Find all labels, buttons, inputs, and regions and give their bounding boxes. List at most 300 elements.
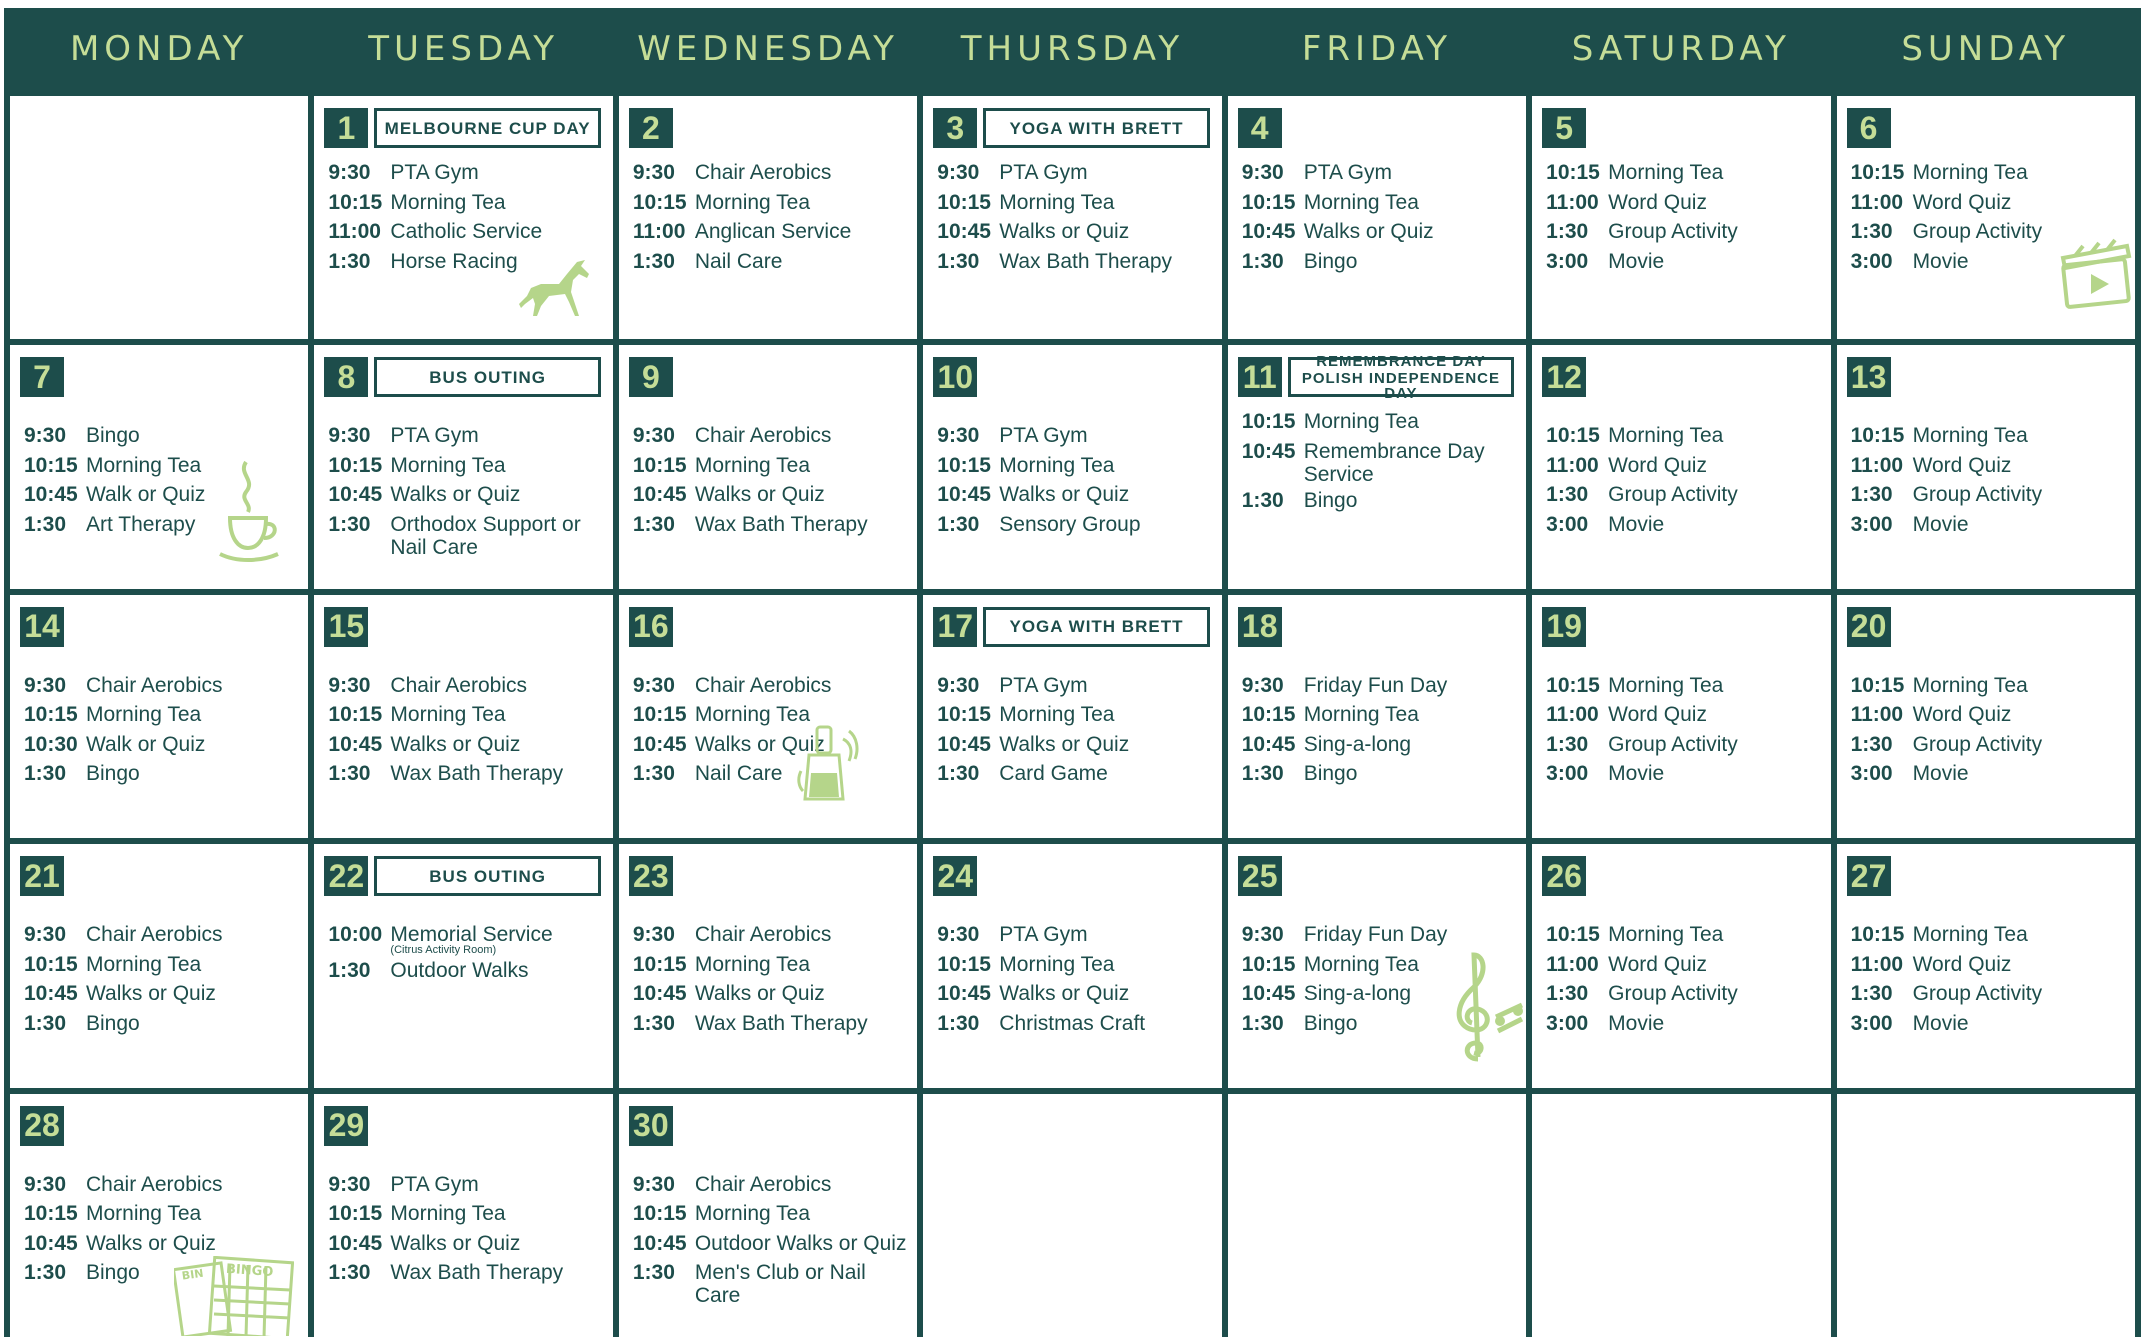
event-time: 3:00 [1546, 512, 1589, 536]
event-time: 1:30 [937, 1011, 980, 1035]
event-list [328, 920, 606, 986]
event-name [1608, 920, 1824, 950]
event-time: 10:15 [1241, 410, 1296, 434]
day-cell [1532, 844, 1830, 1087]
event-name-text: Morning Tea [694, 952, 811, 976]
event-item [937, 1009, 1215, 1039]
event-item [1242, 700, 1520, 730]
event-item [24, 1170, 302, 1200]
event-item [328, 451, 606, 481]
event-name-text: PTA Gym [390, 161, 479, 184]
event-time: 10:15 [328, 703, 383, 727]
event-name [1304, 407, 1520, 437]
event-name-text: PTA Gym [999, 923, 1088, 947]
event-item [1242, 188, 1520, 218]
day-number: 7 [20, 357, 64, 397]
event-item [1851, 421, 2129, 451]
day-number: 20 [1847, 607, 1891, 647]
event-list [328, 1170, 606, 1288]
event-item [1851, 480, 2129, 510]
event-time: 11:00 [1546, 703, 1599, 727]
event-item [1851, 510, 2129, 540]
event-item [1546, 480, 1824, 510]
event-item [1242, 437, 1520, 486]
event-item [1546, 671, 1824, 701]
event-time: 10:15 [328, 190, 383, 214]
event-item [1851, 979, 2129, 1009]
event-item [937, 217, 1215, 247]
event-name [1913, 671, 2129, 701]
event-name-text: Wax Bath Therapy [390, 762, 564, 786]
day-number: 6 [1847, 108, 1891, 148]
event-list [1546, 920, 1824, 1038]
event-item [1242, 671, 1520, 701]
treble-clef-icon [1444, 947, 1524, 1072]
event-time: 1:30 [937, 249, 980, 273]
day-cell [314, 595, 612, 838]
day-header-row [1542, 108, 1818, 148]
event-item [24, 920, 302, 950]
event-item [633, 1229, 911, 1259]
day-number: 29 [324, 1106, 368, 1146]
event-name [695, 950, 911, 980]
event-time: 1:30 [632, 512, 675, 536]
calendar-grid [4, 8, 2141, 1337]
event-time: 1:30 [1546, 483, 1589, 507]
event-item [633, 979, 911, 1009]
event-name [999, 451, 1215, 481]
event-name-text: Walks or Quiz [390, 732, 521, 756]
event-list [328, 671, 606, 789]
event-name-text: Morning Tea [86, 453, 202, 477]
event-name-text: Morning Tea [999, 453, 1115, 477]
event-name-text: Chair Aerobics [86, 923, 223, 947]
event-name-text: Morning Tea [1608, 424, 1724, 448]
day-number: 28 [20, 1106, 64, 1146]
event-time: 11:00 [1546, 453, 1599, 477]
day-number: 30 [629, 1106, 673, 1146]
event-item [328, 1199, 606, 1229]
event-name [1304, 920, 1520, 950]
event-item [1546, 217, 1824, 247]
event-name-text: Card Game [999, 762, 1108, 786]
day-header-row [324, 856, 600, 896]
event-name-text: Movie [1912, 762, 1969, 786]
event-time: 10:45 [328, 732, 383, 756]
event-time: 10:45 [24, 1231, 78, 1255]
event-name [390, 700, 606, 730]
event-name [1608, 421, 1824, 451]
day-number: 22 [324, 856, 368, 896]
event-time: 1:30 [24, 762, 67, 786]
event-item [24, 759, 302, 789]
day-number: 3 [933, 108, 977, 148]
event-name-text: Morning Tea [694, 453, 811, 477]
event-name [1913, 700, 2129, 730]
event-name-text: Wax Bath Therapy [390, 1261, 564, 1285]
event-item [1242, 920, 1520, 950]
event-name [390, 759, 606, 789]
day-number: 19 [1542, 607, 1586, 647]
day-header-row [933, 856, 1209, 896]
event-item [633, 1258, 911, 1307]
event-item [24, 1229, 302, 1259]
event-name-text: Group Activity [1608, 732, 1738, 756]
event-name [999, 188, 1215, 218]
event-name-text: PTA Gym [999, 161, 1088, 184]
event-time: 10:45 [632, 732, 687, 756]
event-time: 9:30 [24, 424, 67, 448]
day-header-row [324, 108, 600, 148]
event-name [999, 979, 1215, 1009]
event-name-text: Bingo [86, 424, 140, 448]
event-name [695, 1258, 911, 1307]
event-name [695, 671, 911, 701]
event-list [1546, 671, 1824, 789]
event-name [695, 510, 911, 540]
event-name [1304, 700, 1520, 730]
event-time: 10:45 [24, 982, 78, 1006]
event-banner [374, 856, 600, 896]
day-header-row [629, 108, 905, 148]
day-header-row [629, 607, 905, 647]
event-name [1608, 188, 1824, 218]
event-banner [1288, 352, 1514, 402]
event-name [390, 1258, 606, 1288]
event-name [999, 920, 1215, 950]
event-item [633, 700, 911, 730]
day-cell [1532, 96, 1830, 339]
event-name [86, 730, 302, 760]
day-number: 14 [20, 607, 64, 647]
event-item [328, 510, 606, 559]
event-item [24, 730, 302, 760]
event-item [24, 950, 302, 980]
event-name [1608, 979, 1824, 1009]
event-name-text: Word Quiz [1608, 952, 1707, 976]
event-name-text: Word Quiz [1912, 453, 2012, 477]
empty-day-cell [1532, 1094, 1830, 1337]
event-item [328, 480, 606, 510]
event-name-text: Word Quiz [1608, 703, 1707, 727]
event-name [86, 1170, 302, 1200]
day-number: 8 [324, 357, 368, 397]
event-item [633, 950, 911, 980]
event-item [1546, 950, 1824, 980]
event-item [328, 158, 606, 188]
event-item [328, 700, 606, 730]
event-item [1242, 407, 1520, 437]
event-name [695, 158, 911, 188]
event-item [937, 510, 1215, 540]
event-item [24, 671, 302, 701]
day-cell [1837, 844, 2135, 1087]
event-time: 10:15 [1850, 923, 1905, 947]
event-name-text: Morning Tea [1303, 952, 1419, 976]
event-name-text: Morning Tea [390, 190, 506, 214]
day-cell [1228, 345, 1526, 588]
event-item [937, 920, 1215, 950]
event-time: 9:30 [24, 1172, 67, 1196]
event-name-text: Morning Tea [1608, 923, 1724, 947]
event-name [695, 480, 911, 510]
event-time: 9:30 [937, 673, 980, 697]
day-header-row [1847, 856, 2123, 896]
day-header-row [629, 856, 905, 896]
event-name-text: Walks or Quiz [1303, 220, 1434, 243]
event-name-text: Christmas Craft [999, 1011, 1146, 1035]
event-item [1546, 979, 1824, 1009]
day-header-row [324, 607, 600, 647]
event-time: 11:00 [1850, 703, 1904, 727]
day-number: 17 [933, 607, 977, 647]
event-time: 11:00 [1546, 952, 1599, 976]
day-cell [1228, 844, 1526, 1087]
event-name [86, 979, 302, 1009]
event-item [1546, 1009, 1824, 1039]
event-name [1913, 158, 2129, 188]
event-name-text: Remembrance Day Service [1303, 439, 1485, 486]
event-time: 10:00 [328, 923, 383, 947]
event-list [937, 920, 1215, 1038]
day-cell [923, 345, 1221, 588]
event-time: 9:30 [328, 673, 371, 697]
event-item [633, 421, 911, 451]
event-item [328, 1170, 606, 1200]
event-name [1913, 451, 2129, 481]
day-number: 24 [933, 856, 977, 896]
event-item [328, 956, 606, 986]
event-name-text: Orthodox Support or Nail Care [390, 512, 581, 559]
event-name-text: Morning Tea [694, 703, 811, 727]
day-number: 5 [1542, 108, 1586, 148]
event-time: 1:30 [1241, 488, 1284, 512]
event-name-text: Group Activity [1608, 982, 1738, 1006]
event-name-text: Bingo [86, 762, 140, 786]
event-name-text: Wax Bath Therapy [694, 1011, 868, 1035]
event-name [86, 950, 302, 980]
event-time: 1:30 [1850, 220, 1893, 243]
day-cell [923, 96, 1221, 339]
day-header-row [324, 1106, 600, 1146]
event-time: 1:30 [328, 512, 371, 536]
event-time: 9:30 [1241, 161, 1284, 184]
day-header-row [1238, 352, 1514, 402]
day-number: 2 [629, 108, 673, 148]
event-name-text: Nail Care [694, 249, 783, 273]
event-name-text: Group Activity [1912, 732, 2043, 756]
event-name [1913, 510, 2129, 540]
event-time: 10:45 [937, 483, 991, 507]
event-name [1913, 421, 2129, 451]
event-name-text: Morning Tea [1912, 161, 2028, 184]
event-item [1851, 158, 2129, 188]
event-time: 10:15 [328, 1202, 383, 1226]
event-item [1242, 486, 1520, 516]
day-number: 25 [1238, 856, 1282, 896]
event-time: 10:15 [1850, 673, 1905, 697]
day-header-row [1238, 607, 1514, 647]
event-list [937, 421, 1215, 539]
event-name-text: Bingo [1303, 762, 1358, 786]
day-cell [619, 1094, 917, 1337]
event-name [390, 1199, 606, 1229]
event-time: 10:45 [1241, 439, 1296, 463]
event-item [937, 188, 1215, 218]
event-name [999, 480, 1215, 510]
event-name-text: Walks or Quiz [390, 483, 521, 507]
event-item [937, 451, 1215, 481]
event-banner-text: YOGA WITH BRETT [1009, 617, 1184, 637]
event-name-text: Chair Aerobics [390, 673, 527, 697]
event-time: 9:30 [328, 161, 371, 184]
event-list [24, 671, 302, 789]
event-name [1304, 188, 1520, 218]
event-time: 9:30 [632, 424, 675, 448]
event-name-text: Bingo [1303, 1011, 1358, 1035]
event-name [390, 217, 606, 247]
event-item [1851, 451, 2129, 481]
event-name [695, 217, 911, 247]
event-name-text: Walks or Quiz [694, 483, 825, 507]
event-time: 9:30 [24, 923, 67, 947]
event-item [937, 759, 1215, 789]
event-name [1608, 510, 1824, 540]
day-number: 12 [1542, 357, 1586, 397]
event-time: 10:15 [1241, 190, 1296, 214]
event-time: 10:15 [632, 453, 687, 477]
event-time: 1:30 [328, 249, 371, 273]
event-name-text: Morning Tea [694, 190, 811, 214]
event-name-text: Wax Bath Therapy [694, 512, 868, 536]
event-name-text: PTA Gym [390, 424, 479, 448]
event-time: 1:30 [1850, 982, 1893, 1006]
event-name [1913, 979, 2129, 1009]
day-header-row [1847, 108, 2123, 148]
event-item [24, 979, 302, 1009]
event-item [633, 1199, 911, 1229]
event-banner-text: BUS OUTING [429, 367, 546, 387]
event-name-text: Movie [1608, 512, 1665, 536]
event-name [86, 1199, 302, 1229]
event-name [390, 451, 606, 481]
event-item [633, 759, 911, 789]
event-name-text: Morning Tea [86, 952, 202, 976]
event-item [633, 451, 911, 481]
day-header-row [20, 357, 296, 397]
event-name-text: Walks or Quiz [694, 982, 825, 1006]
event-name [1913, 480, 2129, 510]
event-name [390, 421, 606, 451]
event-item [328, 1229, 606, 1259]
event-time: 1:30 [24, 1011, 67, 1035]
event-name [695, 1170, 911, 1200]
event-item [633, 188, 911, 218]
event-name [695, 1009, 911, 1039]
event-time: 10:15 [24, 703, 78, 727]
event-name-text: Walks or Quiz [390, 1231, 521, 1255]
event-time: 10:30 [24, 732, 78, 756]
event-item [328, 421, 606, 451]
event-time: 9:30 [24, 673, 67, 697]
event-time: 1:30 [937, 762, 980, 786]
bingo-card-right-label: BINGO [225, 1261, 275, 1281]
event-time: 10:15 [1850, 424, 1905, 448]
event-name-text: Movie [1608, 762, 1665, 786]
event-name-text: Friday Fun Day [1303, 673, 1448, 697]
day-header: SUNDAY [1901, 29, 2071, 69]
event-time: 9:30 [328, 424, 371, 448]
event-time: 3:00 [1850, 249, 1893, 273]
event-name-text: Men's Club or Nail Care [694, 1261, 866, 1308]
event-time: 1:30 [632, 1261, 675, 1285]
event-item [1242, 217, 1520, 247]
event-name [86, 421, 302, 451]
day-header-row [629, 1106, 905, 1146]
event-name-text: Morning Tea [1912, 923, 2028, 947]
day-header-row [20, 1106, 296, 1146]
event-name-text: Wax Bath Therapy [999, 249, 1173, 273]
event-name [390, 920, 606, 956]
event-time: 3:00 [1546, 762, 1589, 786]
event-time: 3:00 [1850, 1011, 1893, 1035]
event-name-text: Morning Tea [999, 190, 1115, 214]
event-list [1851, 421, 2129, 539]
day-header-row [1542, 357, 1818, 397]
event-time: 1:30 [1850, 483, 1893, 507]
event-name-text: Bingo [1303, 488, 1358, 512]
day-cell [314, 345, 612, 588]
event-name [86, 1229, 302, 1259]
event-name [999, 759, 1215, 789]
event-name-text: Morning Tea [1608, 161, 1724, 184]
event-name [1913, 730, 2129, 760]
day-number: 15 [324, 607, 368, 647]
day-number: 26 [1542, 856, 1586, 896]
event-item [1546, 510, 1824, 540]
event-item [633, 1170, 911, 1200]
empty-day-cell [923, 1094, 1221, 1337]
event-item [937, 700, 1215, 730]
event-time: 10:45 [328, 1231, 383, 1255]
event-time: 10:45 [632, 982, 687, 1006]
event-time: 10:15 [1546, 673, 1600, 697]
event-name-text: Walk or Quiz [86, 483, 206, 507]
event-list [1851, 671, 2129, 789]
event-time: 10:15 [937, 453, 991, 477]
event-banner [983, 108, 1209, 148]
event-time: 10:15 [24, 1202, 78, 1226]
event-time: 10:15 [328, 453, 383, 477]
event-name-text: Art Therapy [86, 512, 196, 536]
event-name-text: Walks or Quiz [999, 732, 1130, 756]
event-time: 10:15 [632, 703, 687, 727]
empty-day-cell [1837, 1094, 2135, 1337]
day-cell [619, 96, 917, 339]
event-name-text: Bingo [1303, 249, 1358, 273]
event-time: 10:15 [1546, 161, 1600, 184]
event-name [1608, 451, 1824, 481]
event-name [1913, 188, 2129, 218]
event-time: 9:30 [937, 161, 980, 184]
event-name [1304, 247, 1520, 277]
day-cell [1532, 595, 1830, 838]
event-time: 1:30 [328, 1261, 371, 1285]
event-name [1304, 730, 1520, 760]
event-name [695, 920, 911, 950]
event-item [1546, 421, 1824, 451]
event-name [390, 671, 606, 701]
